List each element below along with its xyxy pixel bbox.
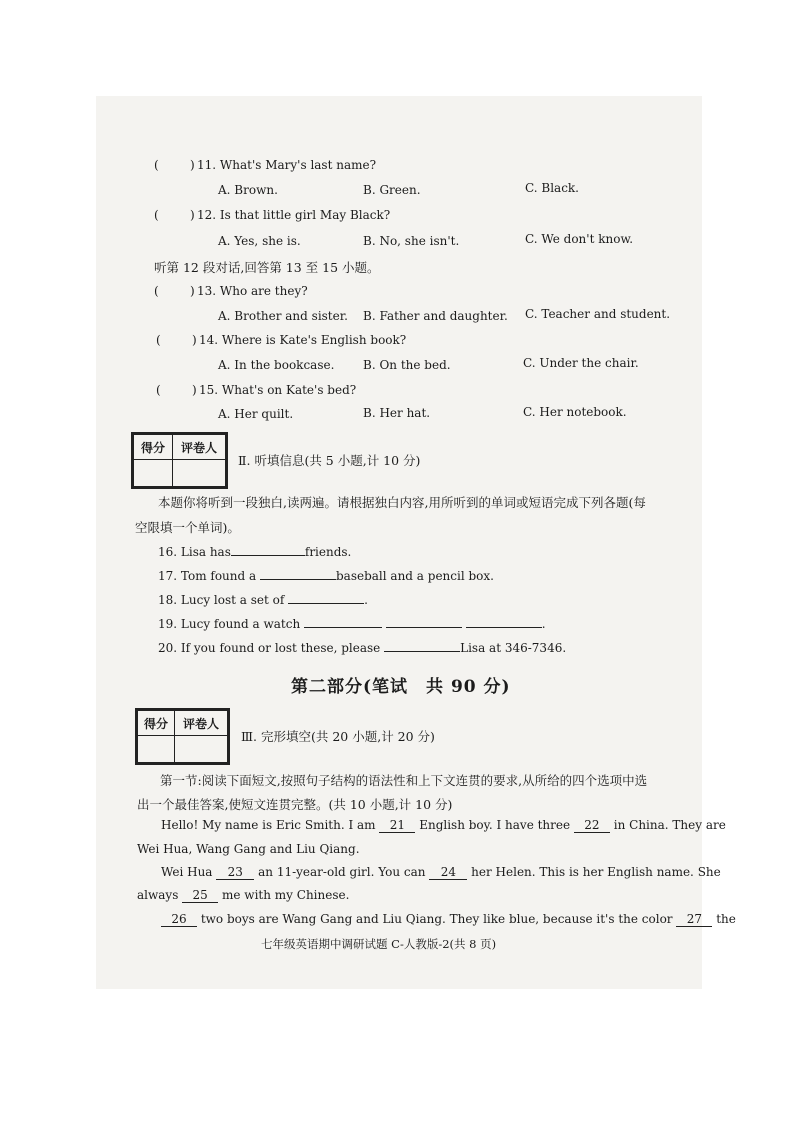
cloze-blank-26[interactable]: 26 [161, 912, 197, 927]
score-label: 得分 [138, 711, 175, 736]
answer-paren-close-14: ) [192, 333, 197, 347]
item-18-blank[interactable] [288, 591, 364, 604]
passage-text: me with my Chinese. [222, 888, 350, 902]
item-17-text-after: baseball and a pencil box. [336, 569, 494, 583]
score-label: 得分 [134, 435, 173, 460]
passage-line-1 [161, 818, 726, 833]
q11-option-a: A. Brown. [218, 183, 278, 197]
item-18-text-after: . [364, 593, 368, 607]
cloze-blank-23[interactable]: 23 [216, 865, 254, 880]
q14-option-a: A. In the bookcase. [218, 358, 335, 372]
q11-option-c: C. Black. [525, 181, 579, 195]
dialog-12-instruction: 听第 12 段对话,回答第 13 至 15 小题。 [154, 260, 380, 275]
answer-paren-15: ( [156, 383, 161, 397]
fill-item-20 [158, 639, 566, 655]
section-2-instruction-line1: 本题你将听到一段独白,读两遍。请根据独白内容,用所听到的单词或短语完成下列各题(每 [158, 495, 646, 510]
page-footer: 七年级英语期中调研试题 C-人教版-2(共 8 页) [261, 937, 497, 951]
item-20-text-before: 20. If you found or lost these, please [158, 641, 381, 655]
section-2-title: Ⅱ. 听填信息(共 5 小题,计 10 分) [238, 453, 421, 468]
passage-text: her Helen. This is her English name. She [471, 865, 721, 879]
passage-line-4 [137, 888, 349, 903]
q14-option-b: B. On the bed. [363, 358, 451, 372]
score-box-section-2 [131, 432, 228, 489]
passage-text: in China. They are [613, 818, 726, 832]
item-19-blank-1[interactable] [304, 615, 382, 628]
question-11-stem: 11. What's Mary's last name? [197, 158, 377, 172]
question-15-stem: 15. What's on Kate's bed? [199, 383, 357, 397]
item-20-text-after: Lisa at 346-7346. [460, 641, 567, 655]
q11-option-b: B. Green. [363, 183, 421, 197]
cloze-blank-27[interactable]: 27 [676, 912, 712, 927]
question-13-stem: 13. Who are they? [197, 284, 308, 298]
passage-text: always [137, 888, 179, 902]
fill-item-17 [158, 567, 494, 583]
item-17-blank[interactable] [260, 567, 336, 580]
passage-text: Wei Hua [161, 865, 213, 879]
question-14-stem: 14. Where is Kate's English book? [199, 333, 407, 347]
fill-item-16 [158, 543, 351, 559]
grader-cell[interactable] [175, 736, 228, 763]
answer-paren-12: ( [154, 208, 159, 222]
cloze-blank-24[interactable]: 24 [429, 865, 467, 880]
grader-label: 评卷人 [173, 435, 226, 460]
item-18-text-before: 18. Lucy lost a set of [158, 593, 285, 607]
answer-paren-close-13: ) [190, 284, 195, 298]
passage-line-2: Wei Hua, Wang Gang and Liu Qiang. [137, 842, 360, 856]
section-2-instruction-line2: 空限填一个单词)。 [135, 520, 240, 535]
passage-line-3 [161, 865, 721, 880]
score-box-section-3 [135, 708, 230, 765]
item-19-blank-3[interactable] [466, 615, 542, 628]
grader-label: 评卷人 [175, 711, 228, 736]
cloze-blank-22[interactable]: 22 [574, 818, 610, 833]
q12-option-c: C. We don't know. [525, 232, 634, 246]
q15-option-b: B. Her hat. [363, 406, 431, 420]
item-19-blank-2[interactable] [386, 615, 462, 628]
item-16-blank[interactable] [231, 543, 305, 556]
q13-option-b: B. Father and daughter. [363, 309, 508, 323]
passage-text: Hello! My name is Eric Smith. I am [161, 818, 376, 832]
answer-paren-14: ( [156, 333, 161, 347]
item-17-text-before: 17. Tom found a [158, 569, 257, 583]
q13-option-a: A. Brother and sister. [218, 309, 348, 323]
passage-text: the [716, 912, 736, 926]
part-2-title: 第二部分(笔试 共 90 分) [291, 677, 511, 697]
q15-option-c: C. Her notebook. [523, 405, 627, 419]
item-20-blank[interactable] [384, 639, 460, 652]
section-3-title: Ⅲ. 完形填空(共 20 小题,计 20 分) [241, 729, 435, 744]
grader-cell[interactable] [173, 460, 226, 487]
answer-paren-close-11: ) [190, 158, 195, 172]
passage-text: two boys are Wang Gang and Liu Qiang. They like blue, because it's the color [200, 912, 673, 926]
q13-option-c: C. Teacher and student. [525, 307, 671, 321]
score-cell[interactable] [138, 736, 175, 763]
answer-paren-11: ( [154, 158, 159, 172]
answer-paren-close-12: ) [190, 208, 195, 222]
score-cell[interactable] [134, 460, 173, 487]
item-19-text-before: 19. Lucy found a watch [158, 617, 301, 631]
answer-paren-close-15: ) [192, 383, 197, 397]
cloze-blank-21[interactable]: 21 [379, 818, 415, 833]
q15-option-a: A. Her quilt. [218, 407, 294, 421]
answer-paren-13: ( [154, 284, 159, 298]
fill-item-18 [158, 591, 368, 607]
passage-text: English boy. I have three [419, 818, 571, 832]
passage-line-5 [161, 912, 736, 927]
section-3-intro-line1: 第一节:阅读下面短文,按照句子结构的语法性和上下文连贯的要求,从所给的四个选项中选 [160, 773, 648, 788]
item-19-text-after: . [541, 617, 546, 631]
section-3-intro-line2: 出一个最佳答案,使短文连贯完整。(共 10 小题,计 10 分) [137, 797, 453, 812]
cloze-blank-25[interactable]: 25 [182, 888, 218, 903]
passage-text: an 11-year-old girl. You can [258, 865, 426, 879]
fill-item-19 [158, 615, 546, 631]
item-16-text-before: 16. Lisa has [158, 545, 231, 559]
q12-option-b: B. No, she isn't. [363, 234, 460, 248]
item-16-text-after: friends. [304, 545, 352, 559]
q12-option-a: A. Yes, she is. [218, 234, 301, 248]
q14-option-c: C. Under the chair. [523, 356, 639, 370]
question-12-stem: 12. Is that little girl May Black? [197, 208, 391, 222]
